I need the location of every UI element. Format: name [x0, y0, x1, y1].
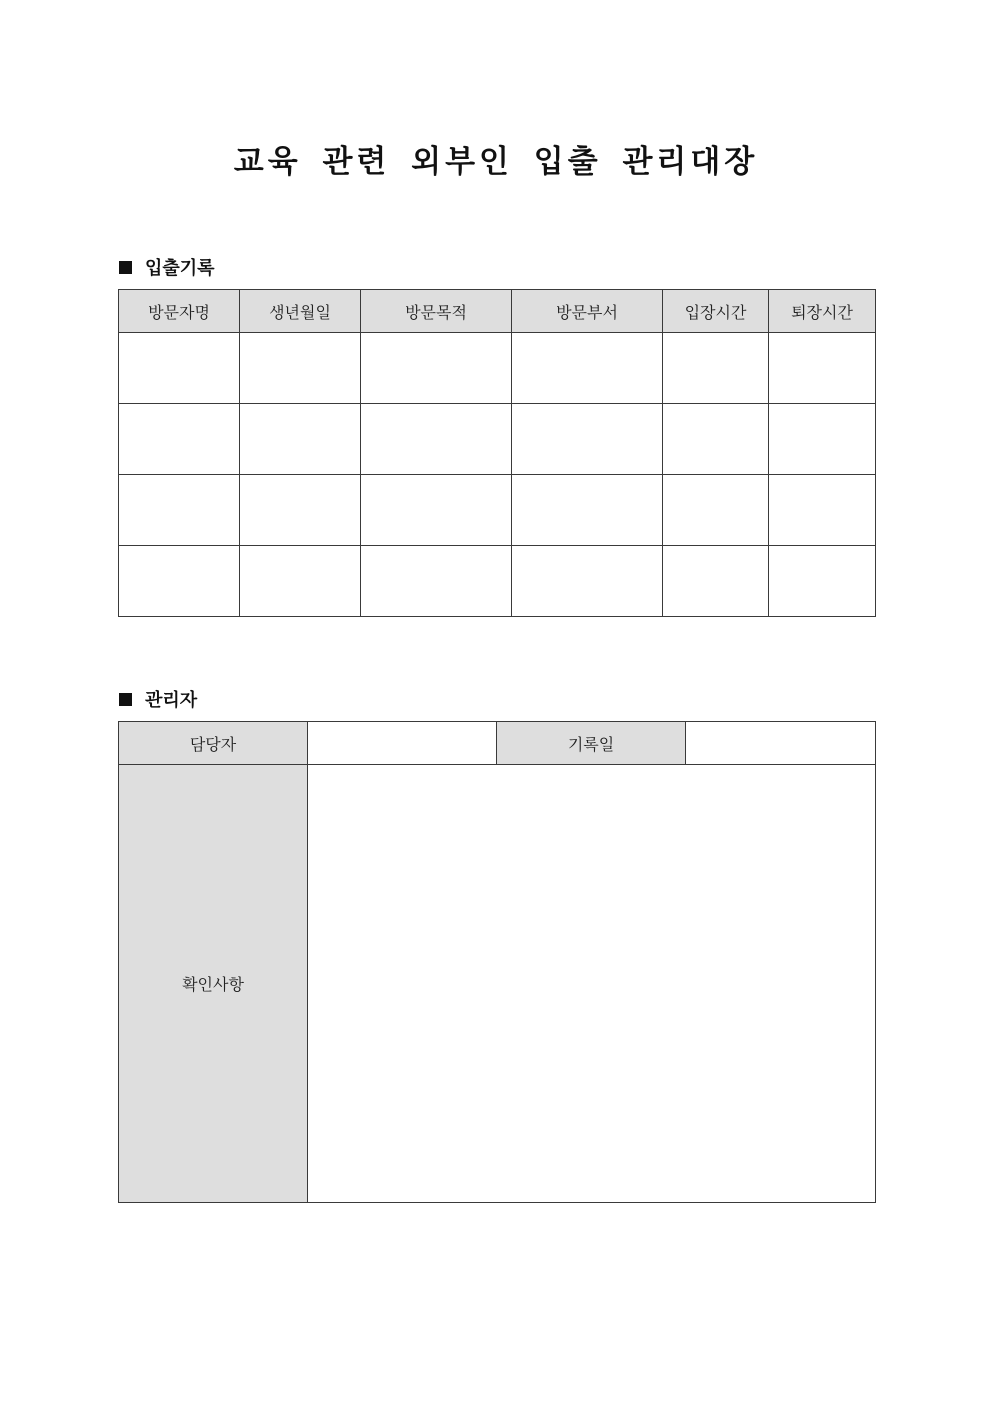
- column-header-entry-time: 입장시간: [663, 290, 769, 333]
- table-cell[interactable]: [769, 404, 876, 475]
- table-cell[interactable]: [663, 546, 769, 617]
- table-cell[interactable]: [119, 333, 240, 404]
- table-row: [119, 546, 876, 617]
- column-header-visitor-name: 방문자명: [119, 290, 240, 333]
- table-cell[interactable]: [512, 404, 663, 475]
- section-title: 입출기록: [145, 258, 215, 279]
- table-cell[interactable]: [663, 475, 769, 546]
- column-header-visit-purpose: 방문목적: [361, 290, 512, 333]
- manager-table: [118, 721, 876, 1203]
- table-row: [119, 404, 876, 475]
- manager-info-row: [119, 722, 876, 765]
- notes-row: [119, 765, 876, 1203]
- table-cell[interactable]: [663, 333, 769, 404]
- table-cell[interactable]: [512, 475, 663, 546]
- section-heading-manager: [119, 686, 197, 712]
- person-in-charge-label: 담당자: [119, 722, 308, 765]
- table-cell[interactable]: [769, 475, 876, 546]
- square-bullet-icon: [119, 261, 132, 274]
- table-cell[interactable]: [769, 333, 876, 404]
- table-cell[interactable]: [361, 475, 512, 546]
- table-cell[interactable]: [240, 475, 361, 546]
- record-date-label: 기록일: [497, 722, 686, 765]
- table-cell[interactable]: [119, 475, 240, 546]
- column-header-birth-date: 생년월일: [240, 290, 361, 333]
- person-in-charge-field[interactable]: [308, 722, 497, 765]
- table-cell[interactable]: [361, 404, 512, 475]
- table-cell[interactable]: [240, 546, 361, 617]
- column-header-visit-department: 방문부서: [512, 290, 663, 333]
- section-title: 관리자: [145, 690, 198, 711]
- page-title: 교육 관련 외부인 입출 관리대장: [233, 144, 759, 180]
- table-header-row: [119, 290, 876, 333]
- confirmation-notes-field[interactable]: [308, 765, 876, 1203]
- table-cell[interactable]: [512, 546, 663, 617]
- table-cell[interactable]: [512, 333, 663, 404]
- table-cell[interactable]: [663, 404, 769, 475]
- table-row: [119, 333, 876, 404]
- entry-log-table: [118, 289, 876, 617]
- table-cell[interactable]: [119, 546, 240, 617]
- table-cell[interactable]: [361, 333, 512, 404]
- record-date-field[interactable]: [686, 722, 876, 765]
- section-heading-entry-log: [119, 254, 215, 280]
- table-cell[interactable]: [769, 546, 876, 617]
- table-row: [119, 475, 876, 546]
- table-cell[interactable]: [361, 546, 512, 617]
- table-cell[interactable]: [119, 404, 240, 475]
- square-bullet-icon: [119, 693, 132, 706]
- table-cell[interactable]: [240, 404, 361, 475]
- table-cell[interactable]: [240, 333, 361, 404]
- confirmation-notes-label: 확인사항: [119, 765, 308, 1203]
- column-header-exit-time: 퇴장시간: [769, 290, 876, 333]
